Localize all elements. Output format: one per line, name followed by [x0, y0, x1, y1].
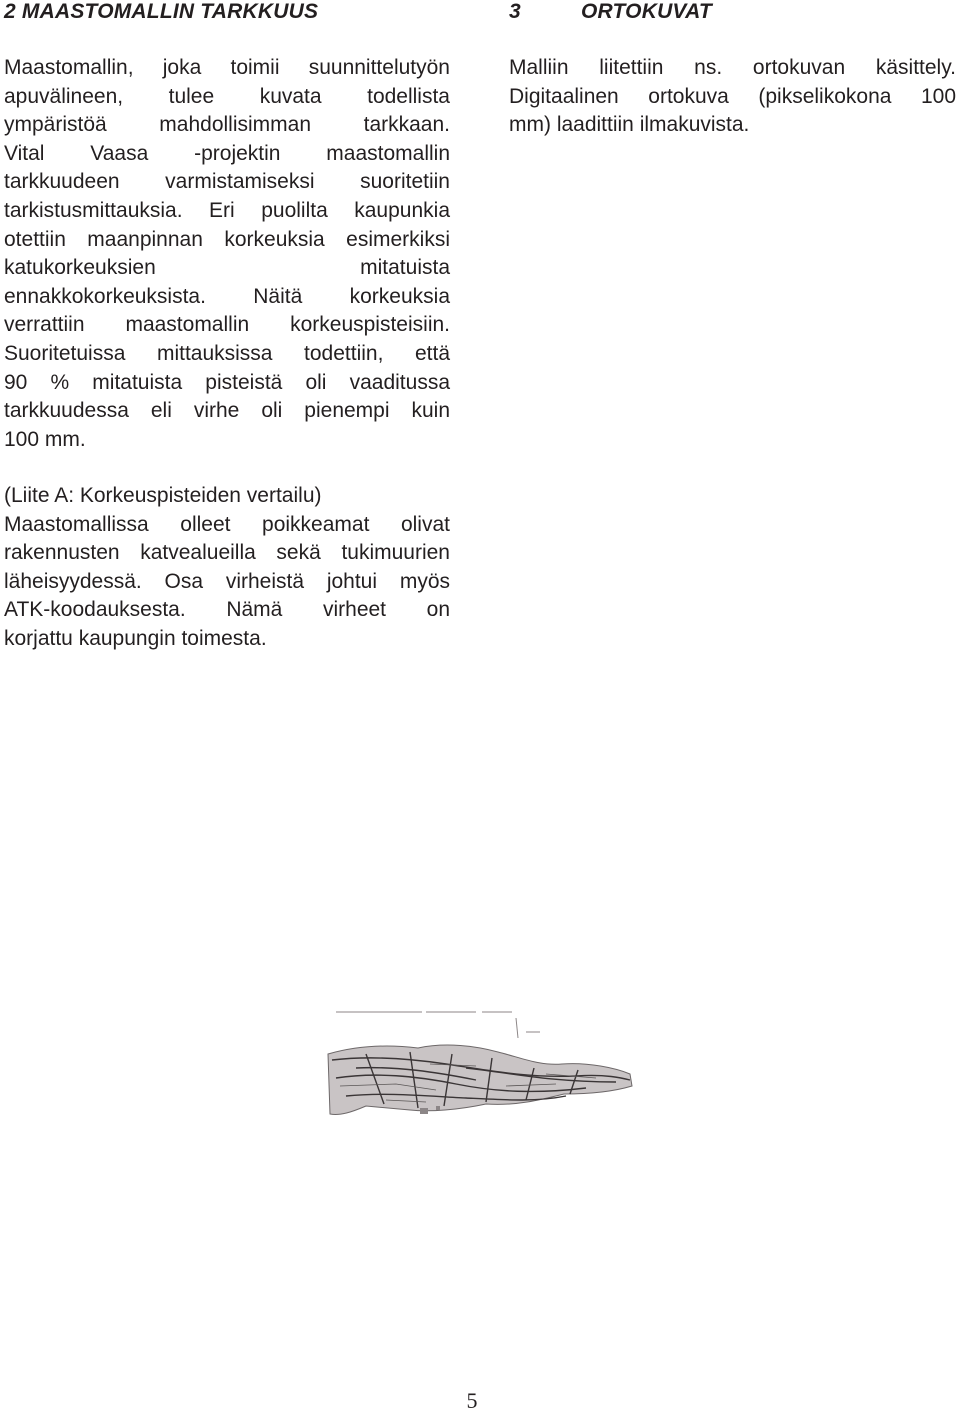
text-line: tarkkuudeen varmistamiseksi suoritetiin	[4, 170, 450, 194]
text-line: katukorkeuksien mitatuista	[4, 256, 450, 280]
text-line: Maastomallissa olleet poikkeamat olivat	[4, 512, 450, 536]
text-line: ennakkokorkeuksista. Näitä korkeuksia	[4, 284, 450, 308]
text-line: otettiin maanpinnan korkeuksia esimerkiksi	[4, 227, 450, 251]
text-line: Vital Vaasa -projektin maastomallin	[4, 141, 450, 165]
paragraph-deviations	[4, 482, 450, 654]
text-line: Digitaalinen ortokuva (pikselikokona 100	[509, 84, 956, 108]
text-line: Maastomallin, joka toimii suunnittelutyön	[4, 56, 450, 79]
text-line: apuvälineen, tulee kuvata todellista	[4, 84, 450, 108]
terrain-map-figure	[326, 1008, 634, 1120]
text-line: (Liite A: Korkeuspisteiden vertailu)	[4, 484, 322, 507]
text-line: Suoritetuissa mittauksissa todettiin, että	[4, 341, 450, 365]
text-line: verrattiin maastomallin korkeuspisteisiin.	[4, 313, 450, 337]
text-line: 90 % mitatuista pisteistä oli vaaditussa	[4, 370, 450, 394]
text-line: läheisyydessä. Osa virheistä johtui myös	[4, 569, 450, 593]
text-line: rakennusten katvealueilla sekä tukimuurien	[4, 541, 450, 565]
figure-header-marks	[336, 1012, 540, 1038]
page-number: 5	[466, 1388, 478, 1413]
section-3-number: 3	[509, 0, 521, 23]
section-3-heading	[509, 0, 712, 24]
terrain-area	[328, 1045, 632, 1114]
text-line: ympäristöä mahdollisimman tarkkaan.	[4, 113, 450, 137]
text-line: mm) laadittiin ilmakuvista.	[509, 113, 750, 137]
paragraph-accuracy-measurements	[4, 54, 450, 454]
text-line: 100 mm.	[4, 427, 86, 451]
text-line: Malliin liitettiin ns. ortokuvan käsittely.	[509, 56, 956, 79]
section-2-heading: 2 MAASTOMALLIN TARKKUUS	[4, 0, 319, 23]
text-line: ATK-koodauksesta. Nämä virheet on	[4, 598, 450, 622]
paragraph-orthophotos	[509, 54, 956, 140]
section-3-title: ORTOKUVAT	[581, 0, 712, 23]
text-line: tarkistusmittauksia. Eri puolilta kaupunkia	[4, 198, 450, 222]
text-line: korjattu kaupungin toimesta.	[4, 626, 267, 650]
text-line: tarkkuudessa eli virhe oli pienempi kuin	[4, 399, 450, 423]
